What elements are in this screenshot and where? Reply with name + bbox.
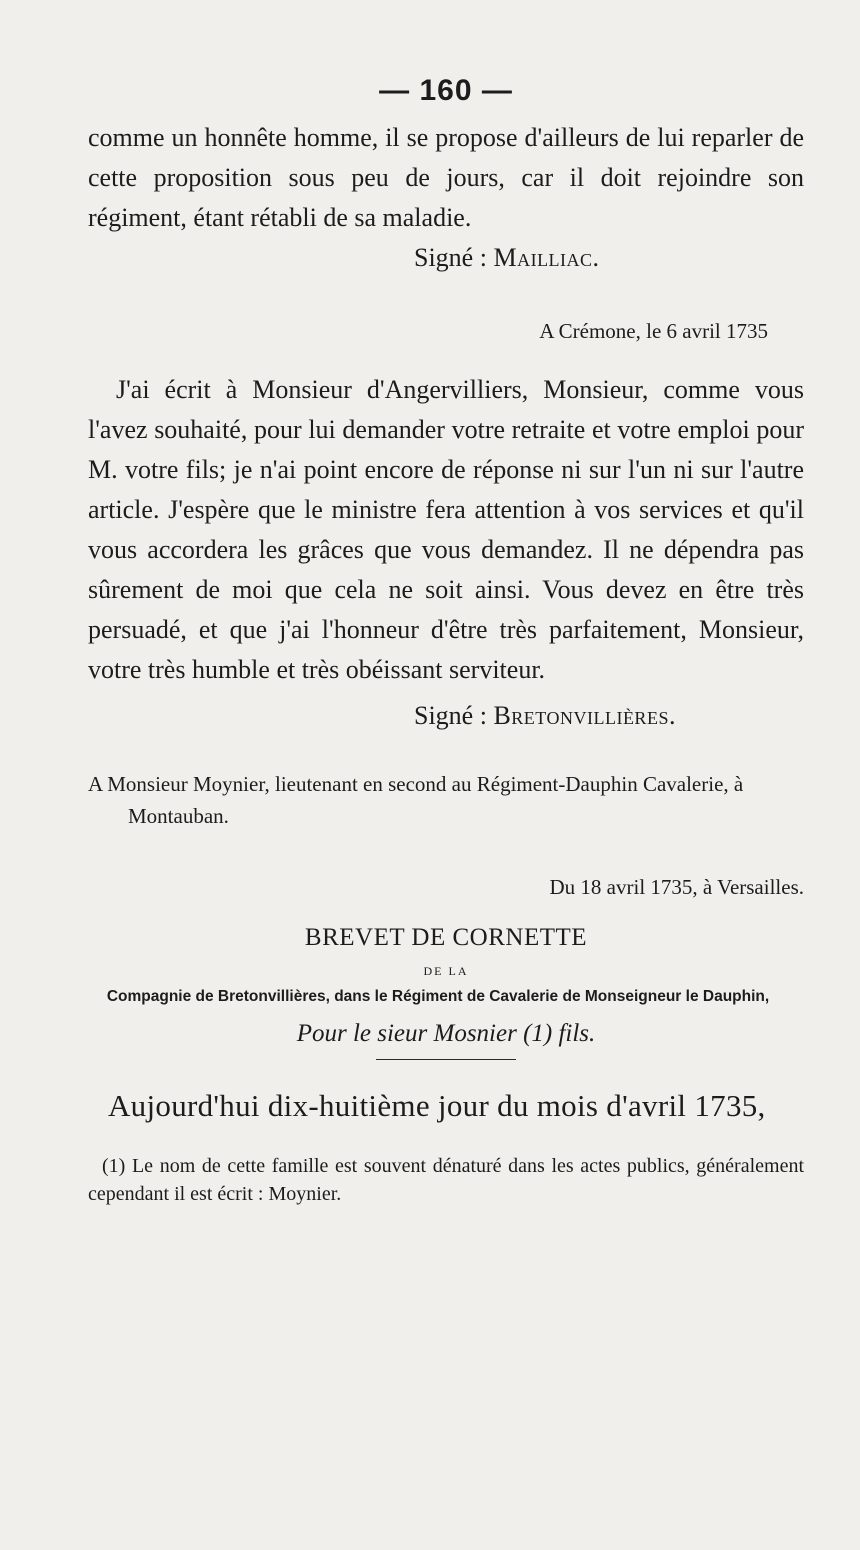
separator-rule: [376, 1059, 516, 1060]
opening-line: Aujourd'hui dix-huitième jour du mois d'avril 1735,: [108, 1088, 766, 1123]
letter-paragraph: J'ai écrit à Monsieur d'Angervilliers, Monsieur, comme vous l'avez souhaité, pour lui demander votre retraite et votre emploi pour M. votre fils; je n'ai point encore de réponse ni sur l'un ni sur l'autre article. J'espère que le ministre fera attention à vos services et qu'il vous accordera les grâces que vous demandez. Il ne dépendra pas sûrement de moi que cela ne soit ainsi. Vous devez en être très persuadé, et que j'ai l'honneur d'être très parfaitement, Monsieur, votre très humble et très obéissant serviteur.: [88, 375, 804, 684]
address-block: A Monsieur Moynier, lieutenant en second au Régiment-Dauphin Cavalerie, à Montauban.: [88, 772, 744, 828]
signature-name: Mailliac.: [493, 243, 600, 272]
footnote-marker: (1): [102, 1155, 126, 1177]
brevet-compagnie: Compagnie de Bretonvillières, dans le Régiment de Cavalerie de Monseigneur le Dauphin,: [106, 988, 770, 1005]
signature-mailliac: [88, 238, 804, 278]
signature-prefix: Signé :: [414, 701, 494, 730]
page-number: — 160 —: [379, 74, 513, 107]
dateline-cremone: A Crémone, le 6 avril 1735: [539, 319, 768, 343]
footnote: [88, 1152, 804, 1208]
brevet-pour: Pour le sieur Mosnier (1) fils.: [296, 1020, 596, 1047]
intro-paragraph: comme un honnête homme, il se propose d'ailleurs de lui reparler de cette proposition sous peu de jours, car il doit rejoindre son régiment, étant rétabli de sa maladie.: [88, 123, 804, 232]
footnote-text: Le nom de cette famille est souvent dénaturé dans les actes publics, généralement cependant il est écrit : Moynier.: [88, 1155, 805, 1205]
signature-bretonvillieres: [88, 696, 804, 736]
signature-name: Bretonvillières.: [493, 701, 676, 730]
brevet-title: BREVET DE CORNETTE: [304, 924, 588, 951]
brevet-de-la: DE LA: [423, 964, 469, 978]
signature-prefix: Signé :: [414, 243, 494, 272]
dateline-versailles: Du 18 avril 1735, à Versailles.: [549, 875, 804, 899]
